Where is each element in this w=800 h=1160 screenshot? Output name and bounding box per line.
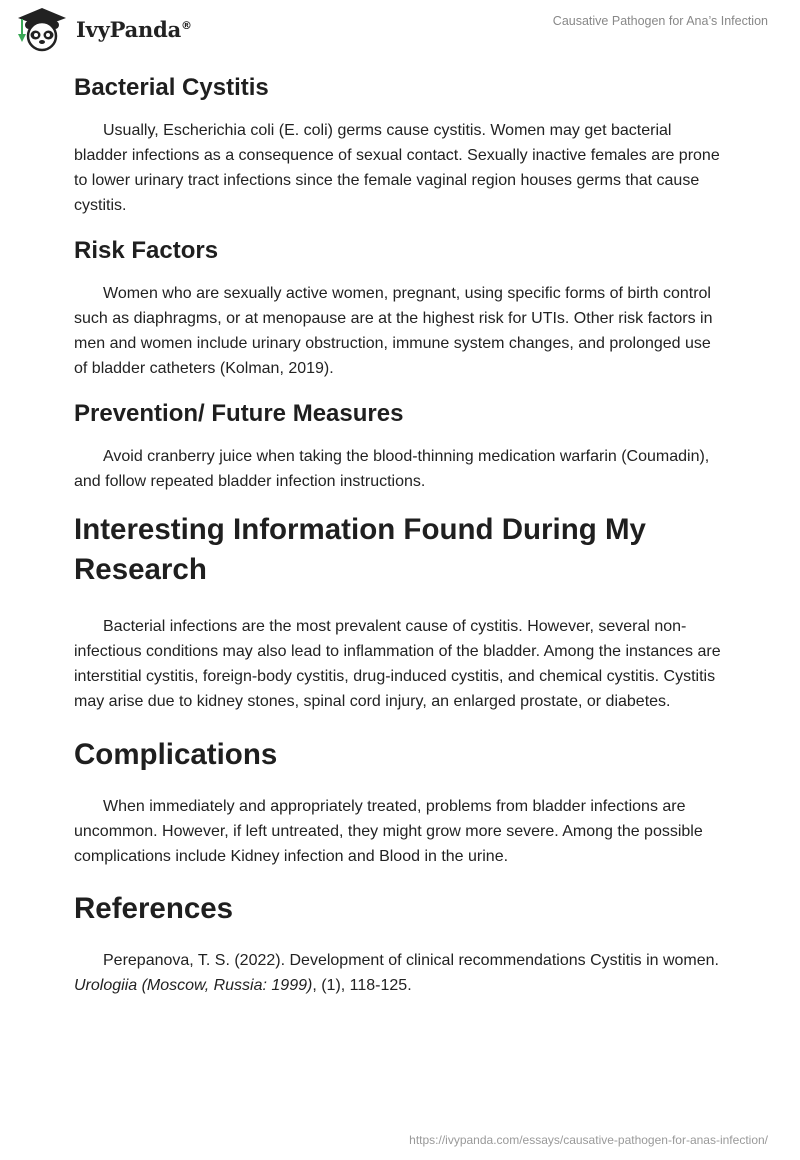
reference-text: Perepanova, T. S. (2022). Development of clinical recommendations Cystitis in women. <box>103 952 719 969</box>
section-heading: Bacterial Cystitis <box>74 74 269 101</box>
section-paragraph: Avoid cranberry juice when taking the blood-thinning medication warfarin (Coumadin), and follow repeated bladder infection instructions. <box>74 448 710 490</box>
section-heading: References <box>74 892 234 925</box>
section-paragraph: Usually, Escherichia coli (E. coli) germs cause cystitis. Women may get bacterial bladder infections as a consequence of sexual contact. Sexually inactive females are prone to lower urinary tract infections since the female vaginal region houses germs that cause cystitis. <box>74 122 720 214</box>
section-interesting-information <box>74 510 726 714</box>
panda-graduate-logo-icon <box>14 6 70 52</box>
section-risk-factors <box>74 231 726 381</box>
section-heading: Risk Factors <box>74 237 219 264</box>
section-references <box>74 889 726 998</box>
section-bacterial-cystitis <box>74 68 726 218</box>
brand-name: IvyPanda® <box>76 16 192 42</box>
footer-url[interactable]: https://ivypanda.com/essays/causative-pathogen-for-anas-infection/ <box>409 1133 768 1147</box>
section-paragraph: Bacterial infections are the most prevalent cause of cystitis. However, several non-infectious conditions may also lead to inflammation of the bladder. Among the instances are interstitial cystitis, foreign-body cystitis, drug-induced cystitis, and chemical cystitis. Cystitis may arise due to kidney stones, spinal cord injury, an enlarged prostate, or diabetes. <box>74 618 721 710</box>
section-heading: Prevention/ Future Measures <box>74 400 404 427</box>
registered-mark: ® <box>181 18 192 32</box>
section-complications <box>74 735 726 869</box>
section-heading: Complications <box>74 738 278 771</box>
reference-journal: Urologiia (Moscow, Russia: 1999) <box>74 977 313 994</box>
section-paragraph: Women who are sexually active women, pregnant, using specific forms of birth control such as diaphragms, or at menopause are at the highest risk for UTIs. Other risk factors in men and women include urinary obstruction, immune system changes, and prolonged use of bladder catheters (Kolman, 2019). <box>74 285 713 377</box>
essay-content <box>74 68 726 998</box>
section-heading: Interesting Information Found During My Research <box>74 513 646 586</box>
document-title: Causative Pathogen for Ana’s Infection <box>552 14 768 28</box>
reference-issue: , (1), 118-125. <box>312 977 412 994</box>
page-header <box>0 0 800 60</box>
brand-logo[interactable] <box>14 6 192 52</box>
reference-entry <box>74 948 726 998</box>
section-paragraph: When immediately and appropriately treated, problems from bladder infections are uncommon. However, if left untreated, they might grow more severe. Among the possible complications include Kidney infection and Blood in the urine. <box>74 798 703 865</box>
section-prevention <box>74 394 726 494</box>
